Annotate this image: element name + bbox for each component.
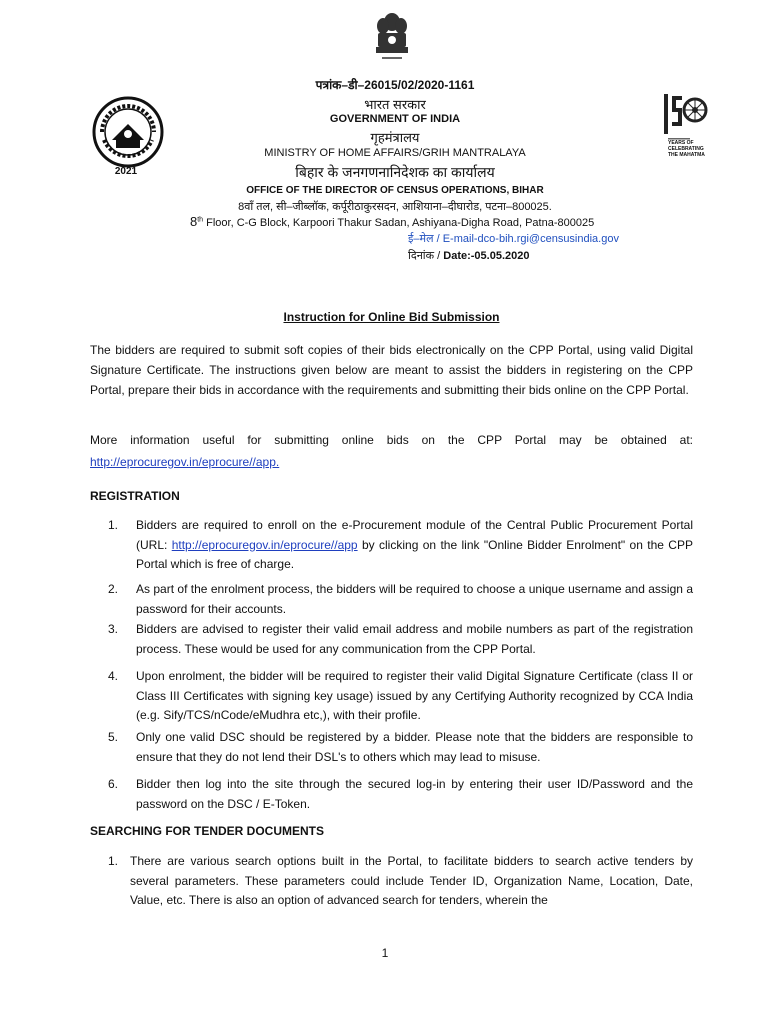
registration-item	[90, 516, 693, 575]
enrolment-portal-link[interactable]: http://eprocuregov.in/eprocure//app	[171, 537, 358, 552]
item-text: Bidder then log into the site through the secured log-in by entering their user ID/Password and the password on the DSC / E-Token.	[136, 777, 693, 811]
government-of-india: GOVERNMENT OF INDIA	[329, 113, 461, 125]
census-logo-year: 2021	[114, 166, 138, 177]
item-number: 6.	[108, 777, 119, 791]
item-number: 2.	[108, 582, 119, 596]
date-value: Date:-05.05.2020	[443, 250, 530, 262]
hindi-government-of-india: भारत सरकार	[364, 97, 426, 112]
registration-item	[90, 580, 693, 619]
address-rest: Floor, C-G Block, Karpoori Thakur Sadan, Ashiyana-Digha Road, Patna-800025	[203, 217, 595, 229]
document-title: Instruction for Online Bid Submission	[283, 310, 500, 324]
item-number: 4.	[108, 669, 119, 683]
info-paragraph	[90, 430, 693, 450]
item-text-pre: Bidders are required to enroll on the e-Procurement module of the Central Public Procurement Portal (URL:	[136, 518, 693, 552]
searching-heading: SEARCHING FOR TENDER DOCUMENTS	[90, 824, 325, 838]
registration-item	[90, 728, 693, 767]
page-number: 1	[381, 946, 389, 960]
registration-item	[90, 775, 693, 814]
gandhi-150-logo	[662, 90, 708, 164]
item-text: Upon enrolment, the bidder will be required to register their valid Digital Signature Certificate (class II or Class III Certificates with signing key usage) issued by any Certifying Authority recognized by CCA India (e.g. Sify/TCS/nCode/eMudhra etc,), with their profile.	[136, 669, 693, 722]
item-text: There are various search options built in the Portal, to facilitate bidders to search active tenders by several parameters. These parameters could include Tender ID, Organization Name, Location, Date, Value, etc. There is also an option of advanced search for tenders, wherein the	[130, 854, 693, 907]
item-number: 3.	[108, 622, 119, 636]
reference-number: पत्रांक–डी–26015/02/2020-1161	[315, 78, 475, 92]
item-text: Bidders are advised to register their valid email address and mobile numbers as part of the registration process. These would be used for any communication from the CPP Portal.	[136, 622, 693, 656]
item-number: 1.	[108, 518, 119, 532]
national-emblem-icon	[372, 10, 412, 70]
office-name: OFFICE OF THE DIRECTOR OF CENSUS OPERATIONS, BIHAR	[246, 185, 544, 196]
item-text	[136, 516, 693, 575]
census-of-india-logo	[92, 96, 164, 168]
info-link-line	[90, 452, 693, 472]
gandhi-logo-text: YEARS OF CELEBRATING THE MAHATMA	[668, 140, 705, 158]
hindi-ministry: गृहमंत्रालय	[370, 130, 420, 145]
registration-item	[90, 620, 693, 659]
hindi-office-name: बिहार के जनगणनानिदेशक का कार्यालय	[295, 164, 495, 180]
item-text: Only one valid DSC should be registered by a bidder. Please note that the bidders are responsible to ensure that they do not lend their DSL's to others which may lead to misuse.	[136, 730, 693, 764]
registration-item	[90, 667, 693, 726]
item-text: As part of the enrolment process, the bidders will be required to choose a unique username and assign a password for their accounts.	[136, 582, 693, 616]
searching-item	[90, 852, 693, 911]
item-text-post: by clicking on the link "Online Bidder Enrolment" on the CPP Portal which is free of charge.	[136, 537, 693, 571]
address-english	[190, 214, 710, 229]
email-link[interactable]: ई–मेल / E-mail-dco-bih.rgi@censusindia.gov	[408, 233, 619, 245]
letter-date	[408, 248, 568, 263]
address-floor-suffix: th	[197, 216, 204, 224]
info-text: More information useful for submitting online bids on the CPP Portal may be obtained at:	[90, 433, 693, 447]
ministry-name: MINISTRY OF HOME AFFAIRS/GRIH MANTRALAYA	[264, 147, 526, 159]
item-number: 1.	[108, 854, 119, 868]
registration-heading: REGISTRATION	[90, 489, 180, 503]
intro-paragraph: The bidders are required to submit soft copies of their bids electronically on the CPP Portal, using valid Digital Signature Certificate. The instructions given below are meant to assist the bidders in registering on the CPP Portal, prepare their bids in accordance with the requirements and submitting their bids online on the CPP Portal.	[90, 343, 693, 397]
address-floor-number: 8	[190, 214, 198, 229]
eprocure-link[interactable]: http://eprocuregov.in/eprocure//app.	[90, 455, 280, 469]
date-prefix-hindi: दिनांक /	[408, 250, 444, 262]
item-number: 5.	[108, 730, 119, 744]
address-hindi: 8वाँ तल, सी–जीब्लॉक, कर्पूरीठाकुरसदन, आशियाना–दीघारोड, पटना–800025.	[238, 201, 552, 213]
